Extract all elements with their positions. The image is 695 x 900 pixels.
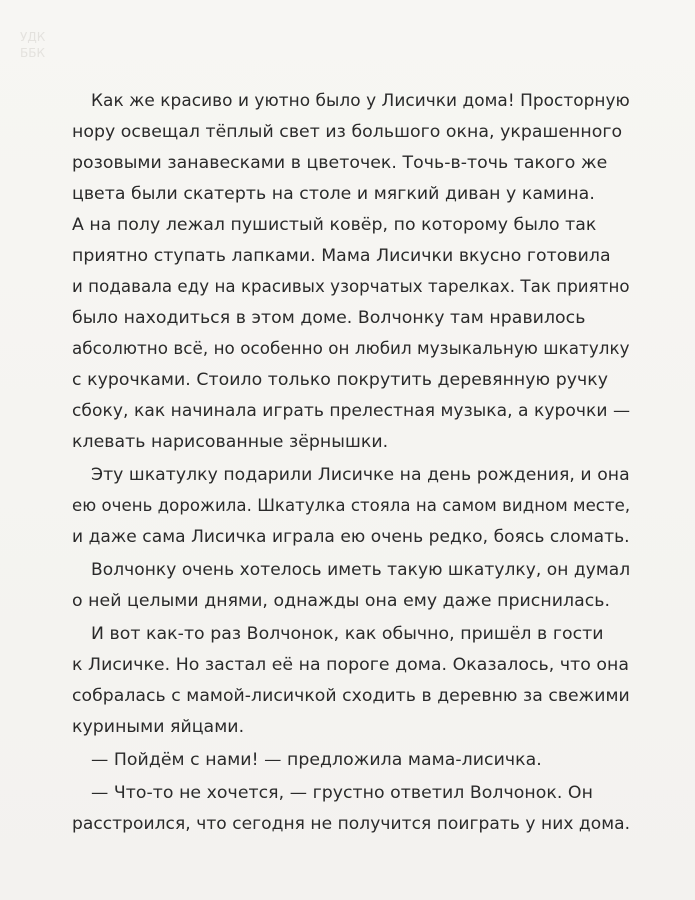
text-line: Эту шкатулку подарили Лисичке на день рождения, и она	[91, 465, 630, 485]
text-line: ею очень дорожила. Шкатулка стояла на самом видном месте,	[72, 496, 631, 516]
text-line: абсолютно всё, но особенно он любил музыкальную шкатулку	[72, 339, 630, 359]
text-line: и подавала еду на красивых узорчатых тарелках. Так приятно	[72, 277, 630, 297]
text-line: клевать нарисованные зёрнышки.	[72, 432, 389, 452]
text-line: розовыми занавесками в цветочек. Точь-в-точь такого же	[72, 153, 608, 173]
reverse-bleed	[640, 218, 645, 238]
text-line: Как же красиво и уютно было у Лисички дома! Просторную	[91, 91, 630, 111]
reverse-bleed	[440, 850, 444, 864]
text-line: цвета были скатерть на столе и мягкий диван у камина.	[72, 184, 595, 204]
text-line: и даже сама Лисичка играла ею очень редко, боясь сломать.	[72, 527, 630, 547]
text-line: А на полу лежал пушистый ковёр, по которому было так	[72, 215, 597, 235]
reverse-bleed	[60, 62, 71, 76]
text-line: приятно ступать лапками. Мама Лисички вкусно готовила	[72, 246, 611, 266]
text-line: Волчонку очень хотелось иметь такую шкатулку, он думал	[91, 560, 631, 580]
text-line: с курочками. Стоило только покрутить деревянную ручку	[72, 370, 609, 390]
text-line: сбоку, как начинала играть прелестная музыка, а курочки —	[72, 401, 631, 421]
reverse-bleed: ББК	[20, 46, 91, 60]
text-line: собралась с мамой-лисичкой сходить в деревню за свежими	[72, 686, 630, 706]
text-line: нору освещал тёплый свет из большого окна, украшенного	[72, 122, 623, 142]
text-line: к Лисичке. Но застал её на пороге дома. Оказалось, что она	[72, 655, 629, 675]
reverse-bleed	[20, 880, 24, 894]
text-line: И вот как-то раз Волчонок, как обычно, пришёл в гости	[91, 624, 604, 644]
text-line: расстроился, что сегодня не получится поиграть у них дома.	[72, 814, 631, 834]
text-line: куриными яйцами.	[72, 717, 245, 737]
text-line: — Пойдём с нами! — предложила мама-лисичка.	[91, 750, 542, 770]
text-line: было находиться в этом доме. Волчонку там нравилось	[72, 308, 586, 328]
text-line: — Что-то не хочется, — грустно ответил Волчонок. Он	[91, 783, 593, 803]
text-line: о ней целыми днями, однажды она ему даже приснилась.	[72, 591, 611, 611]
reverse-bleed: УДК	[20, 30, 103, 44]
